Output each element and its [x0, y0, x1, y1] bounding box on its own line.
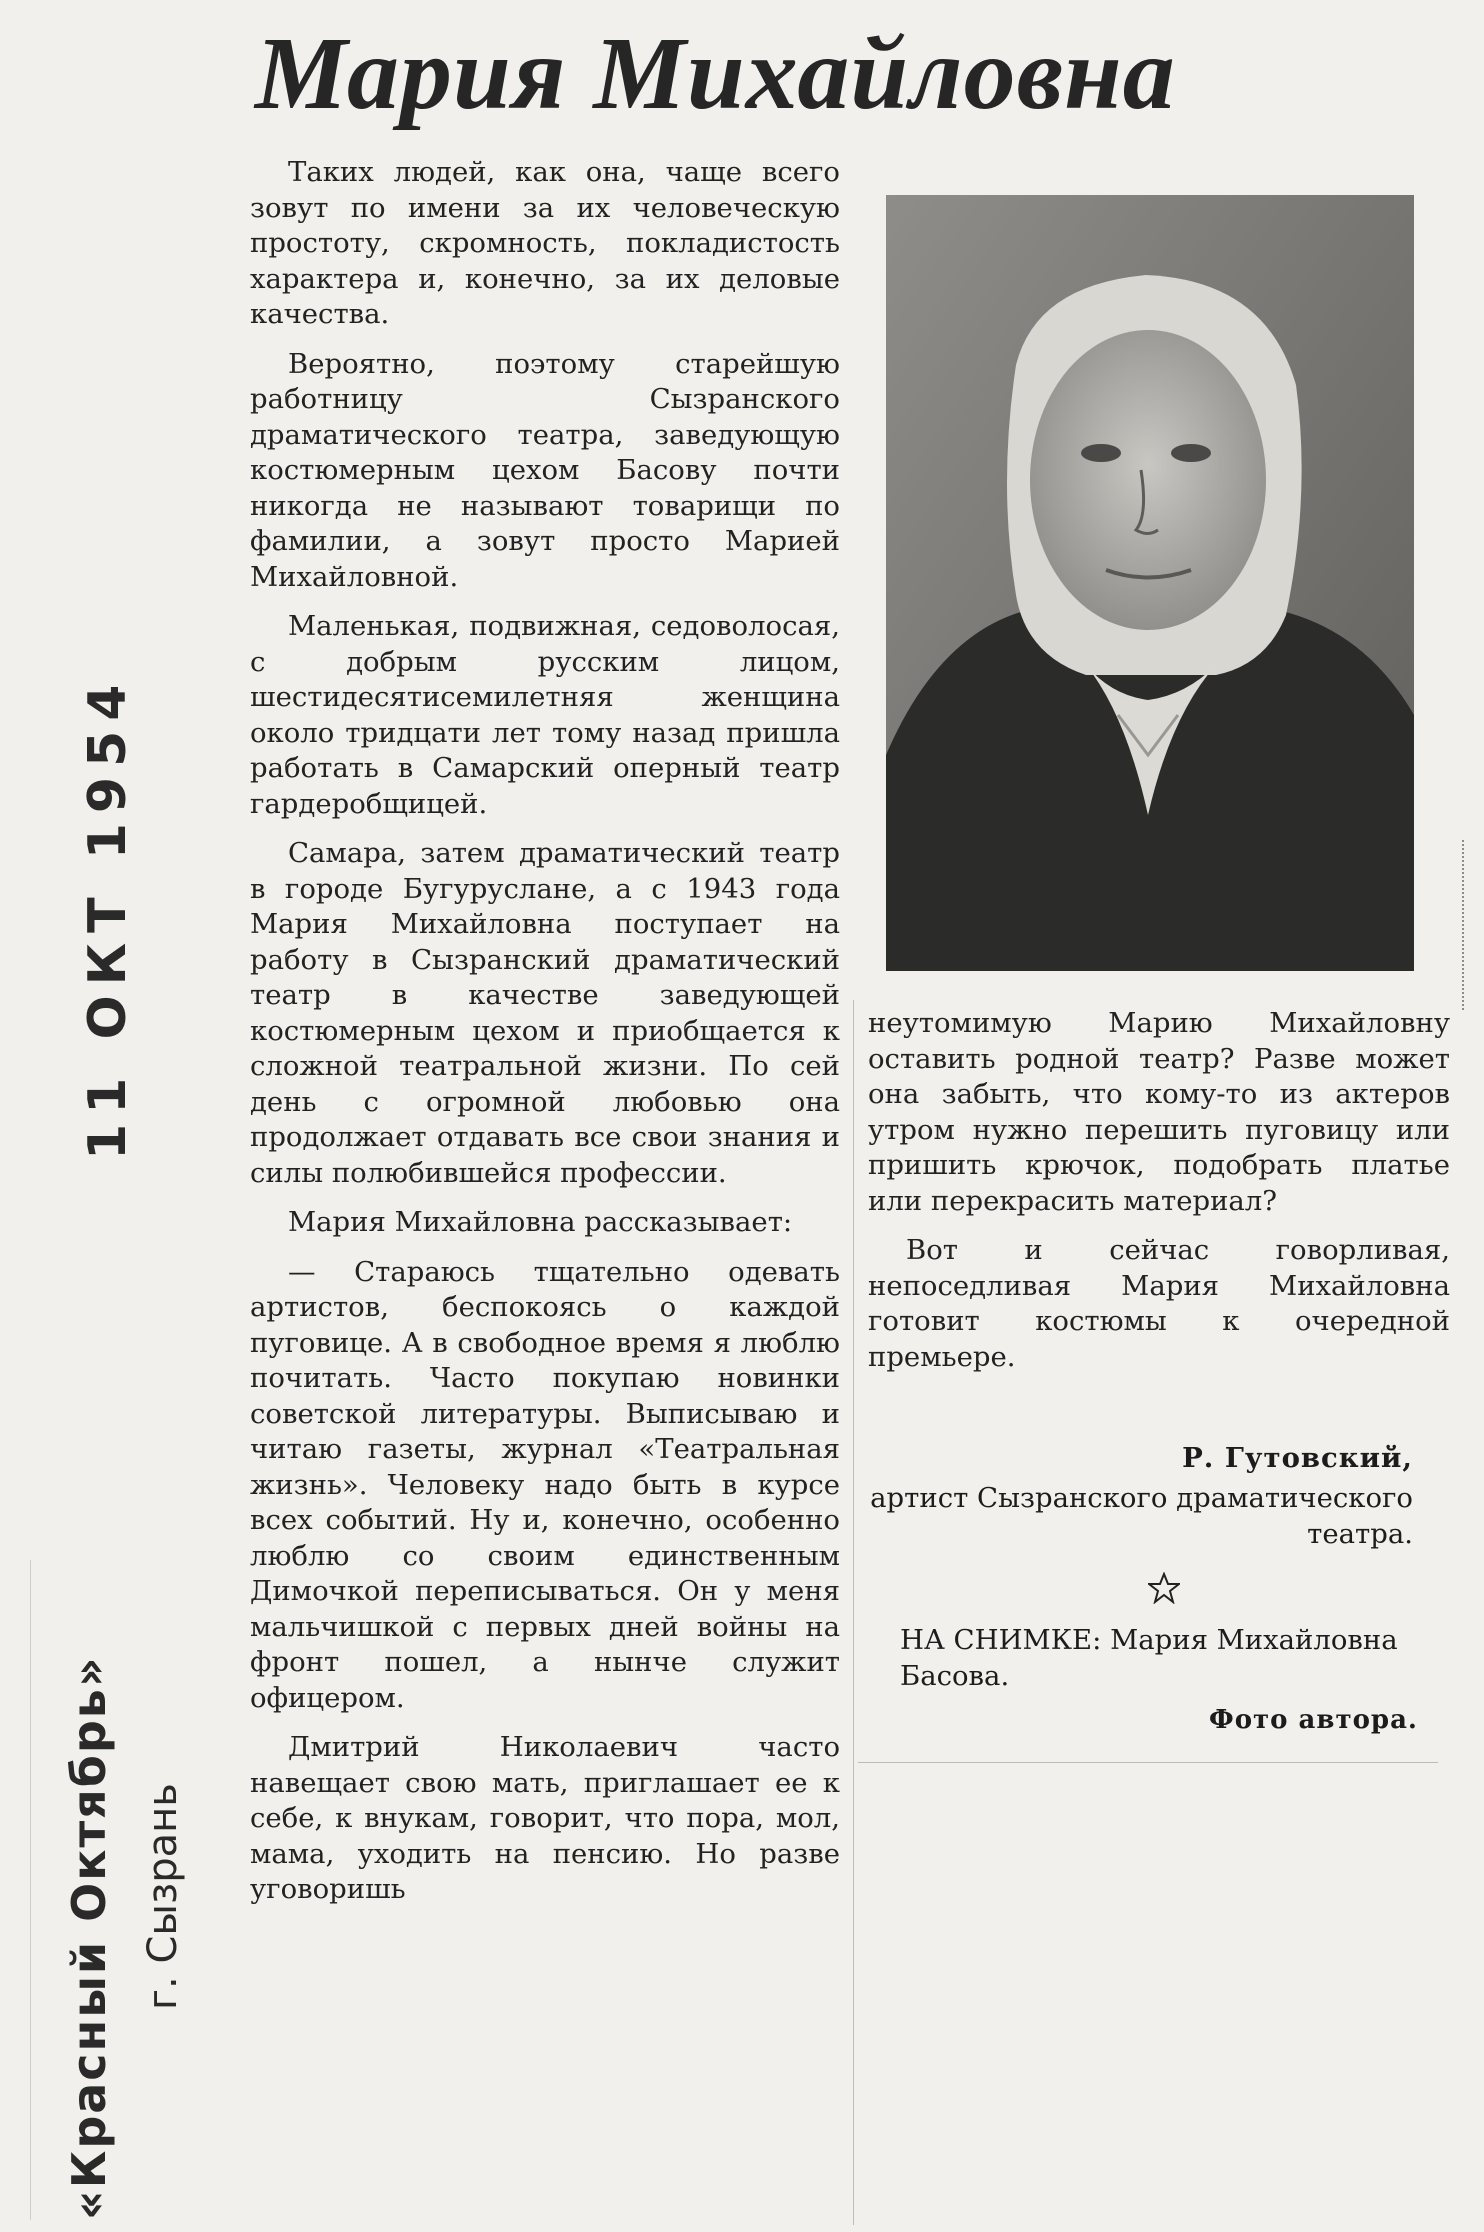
article-right-column: [868, 1006, 1450, 1373]
paragraph-5: Мария Михайловна рассказывает:: [288, 1206, 793, 1238]
star-icon: [1148, 1572, 1180, 1604]
author-name: Р. Гутовский,: [1182, 1442, 1413, 1474]
paragraph-4: Самара, затем драматический театр в городе Бугуруслане, а с 1943 года Мария Михайловна поступает на работу в Сызранский драматический театр в качестве заведующей костюмерным цехом и приобщается к сложной театральной жизни. По сей день с огромной любовью она продолжает отдавать все свои знания и силы полюбившейся профессии.: [250, 837, 840, 1189]
paragraph-1: Таких людей, как она, чаще всего зовут по имени за их человеческую простоту, скромность, покладистость характера и, конечно, за их деловые качества.: [250, 156, 840, 330]
paragraph-2: Вероятно, поэтому старейшую работницу Сызранского драматического театра, заведующую костюмерным цехом Басову почти никогда не называют товарищи по фамилии, а зовут просто Марией Михайловной.: [250, 347, 840, 593]
clipping-edge: [30, 1560, 31, 2220]
paragraph-6-quote: — Стараюсь тщательно одевать артистов, беспокоясь о каждой пуговице. А в свободное время я люблю почитать. Часто покупаю новинки советской литературы. Выписываю и читаю газеты, журнал «Театральная жизнь». Человеку надо быть в курсе всех событий. Ну и, конечно, особенно люблю со своим единственным Димочкой переписываться. Он у меня мальчишкой с первых дней войны на фронт пошел, а нынче служит офицером.: [250, 1255, 840, 1714]
perforation-edge: [1462, 840, 1466, 1010]
photo-caption: НА СНИМКЕ: Мария Михайловна Басова.: [900, 1624, 1398, 1692]
paragraph-3: Маленькая, подвижная, седоволосая, с добрым русским лицом, шестидесятисемилетняя женщина около тридцати лет тому назад пришла работать в Самарский оперный театр гардеробщицей.: [250, 610, 840, 820]
city-stamp-text: г. Сызрань: [140, 1783, 186, 2010]
article-left-column: [250, 155, 840, 2225]
newspaper-stamp-text: «Красный Октябрь»: [62, 1655, 116, 2220]
bottom-rule: [858, 1762, 1438, 1763]
paragraph-7: Дмитрий Николаевич часто навещает свою мать, приглашает ее к себе, к внукам, говорит, что пора, мол, мама, уходить на пенсию. Но разве уговоришь: [250, 1731, 840, 1905]
portrait-photo: [886, 195, 1414, 971]
date-stamp-text: 11 ОКТ 1954: [78, 674, 138, 1160]
paragraph-continued: неутомимую Марию Михайловну оставить родной театр? Разве может она забыть, что кому-то из актеров утром нужно перешить пуговицу или пришить крючок, подобрать платье или перекрасить материал?: [868, 1007, 1450, 1217]
paragraph-final: Вот и сейчас говорливая, непоседливая Мария Михайловна готовит костюмы к очередной премьере.: [868, 1234, 1450, 1373]
photo-credit: Фото автора.: [1209, 1705, 1418, 1735]
article-title: Мария Михайловна: [255, 16, 1176, 131]
author-role: артист Сызранского драматического театра.: [870, 1482, 1413, 1550]
column-divider: [853, 1000, 854, 2225]
